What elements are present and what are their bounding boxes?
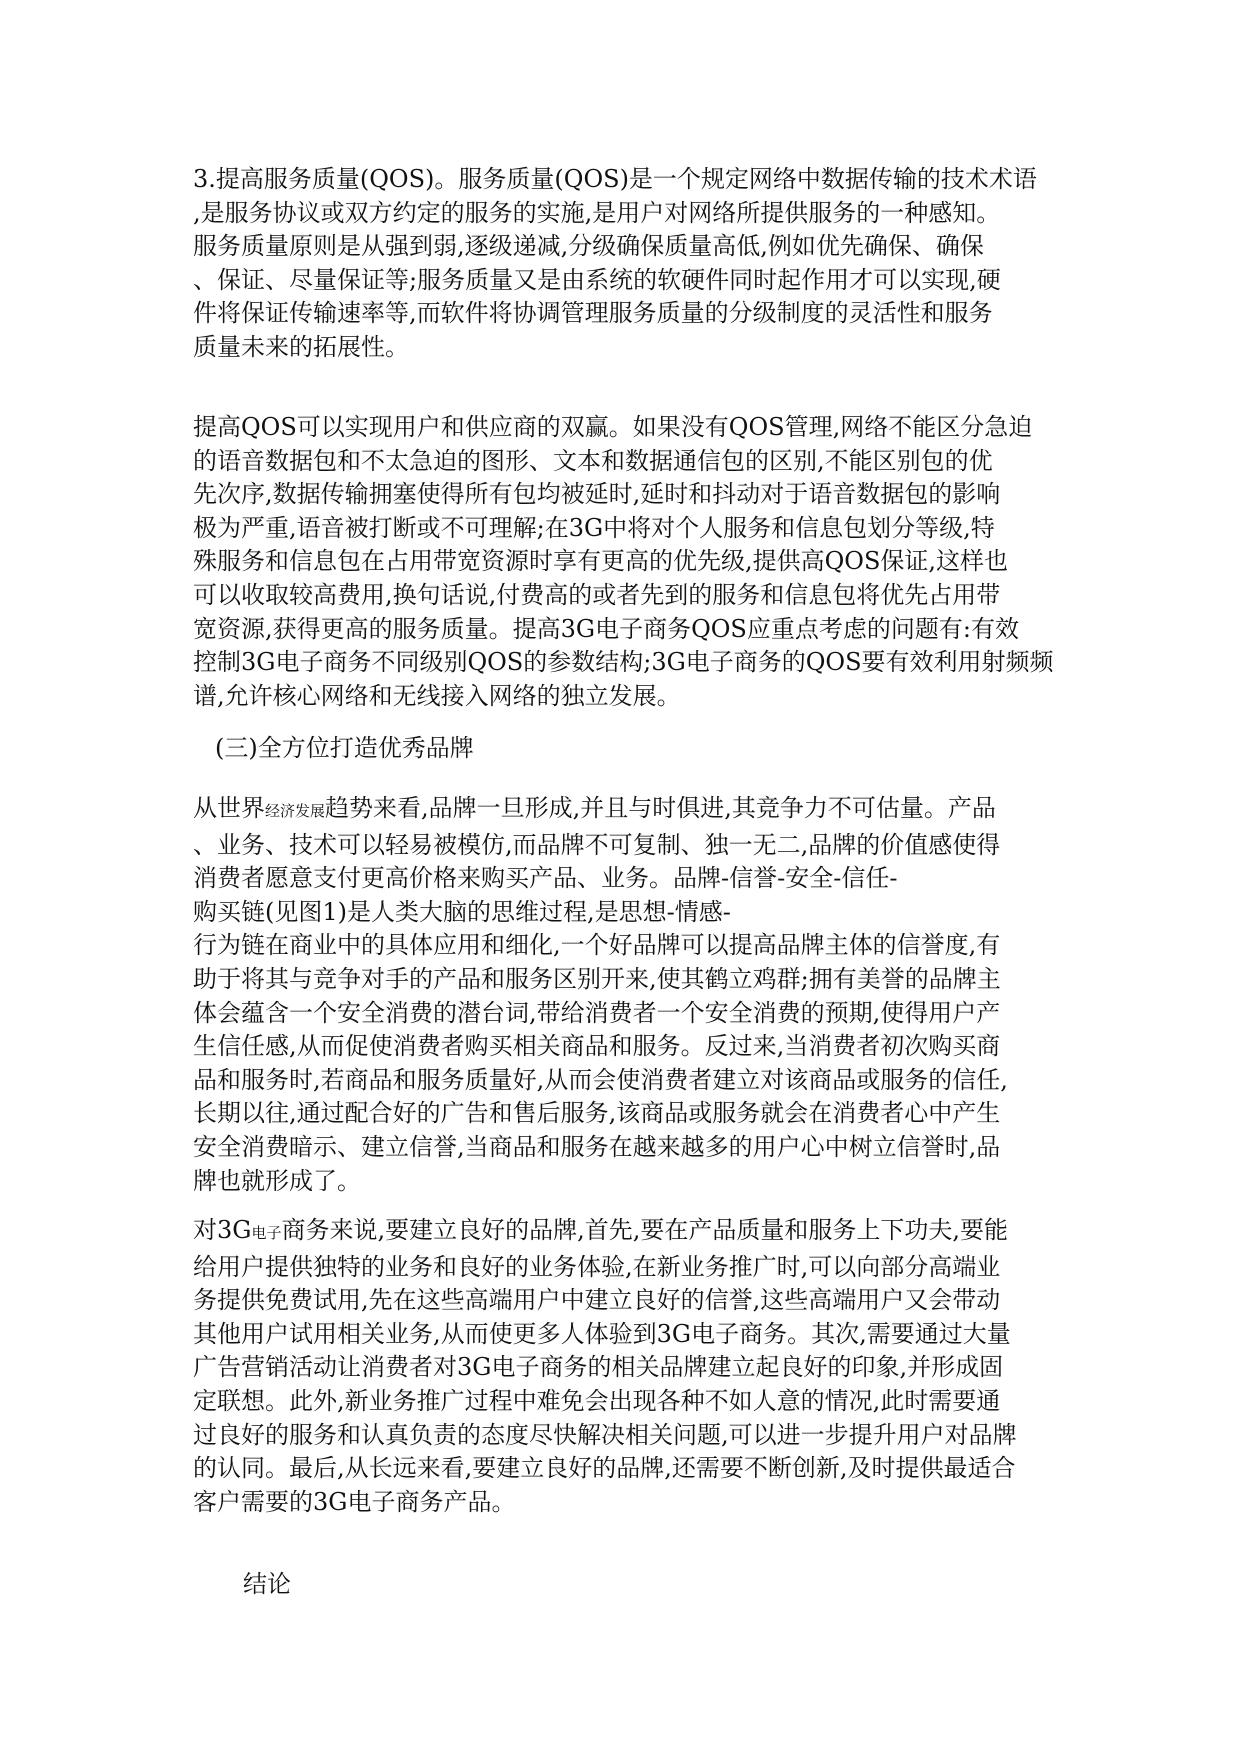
text-line: 3.提高服务质量(QOS)。服务质量(QOS)是一个规定网络中数据传输的技术术语 xyxy=(193,165,1037,193)
text-line: 行为链在商业中的具体应用和细化,一个好品牌可以提高品牌主体的信誉度,有 xyxy=(193,931,1001,960)
text-line: 客户需要的3G电子商务产品。 xyxy=(193,1487,516,1516)
text-line: 过良好的服务和认真负责的态度尽快解决相关问题,可以进一步提升用户对品牌 xyxy=(193,1420,1017,1449)
text-line: 殊服务和信息包在占用带宽资源时享有更高的优先级,提供高QOS保证,这样也 xyxy=(193,547,1009,576)
text-segment: 商务来说,要建立良好的品牌,首先,要在产品质量和服务上下功夫,要能 xyxy=(281,1216,1008,1244)
text-line: 控制3G电子商务不同级别QOS的参数结构;3G电子商务的QOS要有效利用射频频 xyxy=(193,648,1054,677)
text-line: 安全消费暗示、建立信誉,当商品和服务在越来越多的用户心中树立信誉时,品 xyxy=(193,1132,1001,1161)
text-segment: 对3G xyxy=(193,1216,252,1244)
paragraph-qos-definition xyxy=(193,163,1073,365)
text-line: 的语音数据包和不太急迫的图形、文本和数据通信包的区别,不能区别包的优 xyxy=(193,446,993,475)
text-line: 服务质量原则是从强到弱,逐级递减,分级确保质量高低,例如优先确保、确保 xyxy=(193,232,984,261)
text-line: 极为严重,语音被打断或不可理解;在3G中将对个人服务和信息包划分等级,特 xyxy=(193,513,995,542)
text-line: 可以收取较高费用,换句话说,付费高的或者先到的服务和信息包将优先占用带 xyxy=(193,580,1001,609)
text-line: 消费者愿意支付更高价格来购买产品、业务。品牌-信誉-安全-信任- xyxy=(193,864,898,893)
text-line: 质量未来的拓展性。 xyxy=(193,332,409,361)
text-line: 件将保证传输速率等,而软件将协调管理服务质量的分级制度的灵活性和服务 xyxy=(193,299,993,328)
text-line: 其他用户试用相关业务,从而使更多人体验到3G电子商务。其次,需要通过大量 xyxy=(193,1319,1011,1348)
text-line: 定联想。此外,新业务推广过程中难免会出现各种不如人意的情况,此时需要通 xyxy=(193,1386,1001,1415)
section-heading-conclusion xyxy=(243,1568,1123,1602)
text-line: 谱,允许核心网络和无线接入网络的独立发展。 xyxy=(193,681,681,710)
text-line: 品和服务时,若商品和服务质量好,从而会使消费者建立对该商品或服务的信任, xyxy=(193,1065,1008,1094)
text-line: 长期以往,通过配合好的广告和售后服务,该商品或服务就会在消费者心中产生 xyxy=(193,1099,1001,1128)
text-line: 助于将其与竞争对手的产品和服务区别开来,使其鹤立鸡群;拥有美誉的品牌主 xyxy=(193,964,1001,993)
paragraph-3g-brand-building xyxy=(193,1214,1073,1519)
heading-text: (三)全方位打造优秀品牌 xyxy=(215,734,474,762)
heading-text: 结论 xyxy=(243,1570,291,1598)
text-line xyxy=(193,792,1073,829)
text-line: 提高QOS可以实现用户和供应商的双赢。如果没有QOS管理,网络不能区分急迫 xyxy=(193,413,1033,441)
text-segment: 趋势来看,品牌一旦形成,并且与时俱进,其竞争力不可估量。产品 xyxy=(325,794,996,822)
text-line: 、保证、尽量保证等;服务质量又是由系统的软硬件同时起作用才可以实现,硬 xyxy=(193,265,1001,294)
text-line: 体会蕴含一个安全消费的潜台词,带给消费者一个安全消费的预期,使得用户产 xyxy=(193,998,1001,1027)
text-line: 广告营销活动让消费者对3G电子商务的相关品牌建立起良好的印象,并形成固 xyxy=(193,1353,1004,1382)
text-line: 牌也就形成了。 xyxy=(193,1166,361,1195)
small-text-segment: 经济发展 xyxy=(265,802,326,820)
text-line: 、业务、技术可以轻易被模仿,而品牌不可复制、独一无二,品牌的价值感使得 xyxy=(193,830,1001,859)
text-line: 购买链(见图1)是人类大脑的思维过程,是思想-情感- xyxy=(193,897,731,926)
text-line: 先次序,数据传输拥塞使得所有包均被延时,延时和抖动对于语音数据包的影响 xyxy=(193,480,1001,509)
small-text-segment: 电子 xyxy=(251,1224,282,1242)
text-line: 生信任感,从而促使消费者购买相关商品和服务。反过来,当消费者初次购买商 xyxy=(193,1032,1001,1061)
section-heading-brand xyxy=(215,732,1095,766)
paragraph-brand-value xyxy=(193,792,1073,1198)
text-line: 的认同。最后,从长远来看,要建立良好的品牌,还需要不断创新,及时提供最适合 xyxy=(193,1454,1016,1483)
text-line: ,是服务协议或双方约定的服务的实施,是用户对网络所提供服务的一种感知。 xyxy=(193,198,1001,227)
text-line: 务提供免费试用,先在这些高端用户中建立良好的信誉,这些高端用户又会带动 xyxy=(193,1286,1001,1315)
paragraph-qos-improvement xyxy=(193,411,1073,713)
text-line xyxy=(193,1214,1073,1251)
text-line: 给用户提供独特的业务和良好的业务体验,在新业务推广时,可以向部分高端业 xyxy=(193,1252,1001,1281)
text-line: 宽资源,获得更高的服务质量。提高3G电子商务QOS应重点考虑的问题有:有效 xyxy=(193,614,1019,643)
text-segment: 从世界 xyxy=(193,794,265,822)
